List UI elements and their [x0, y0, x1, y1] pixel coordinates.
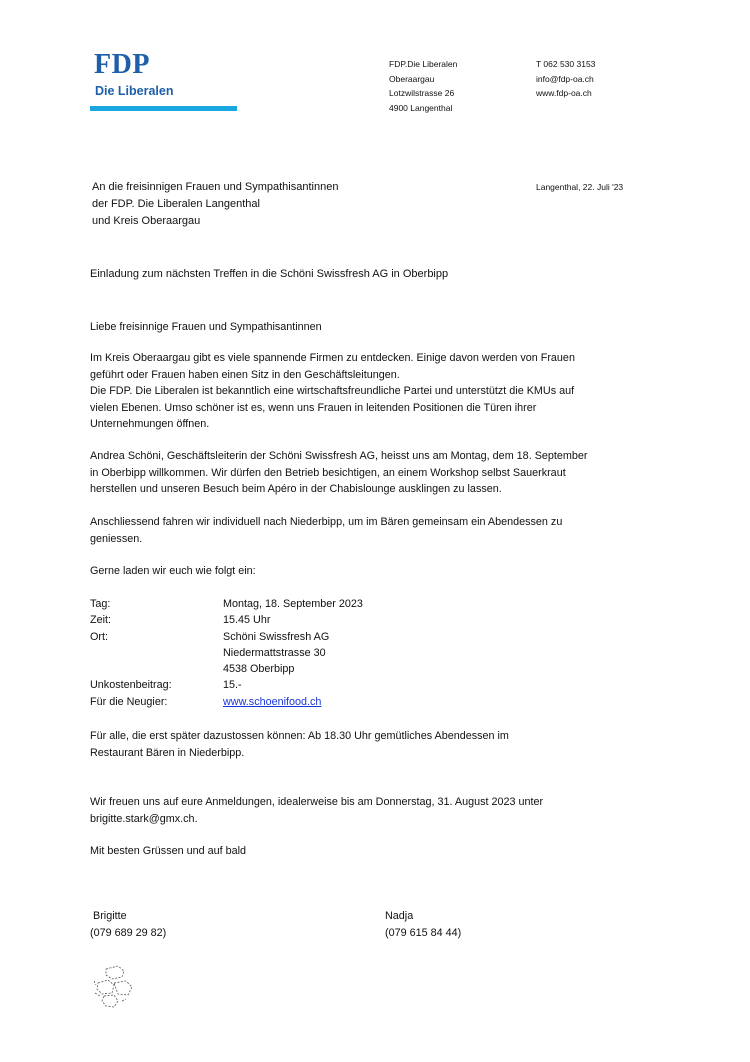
- paragraph-dinner: [90, 514, 678, 547]
- paragraph-intro: [90, 350, 678, 433]
- detail-label: Für die Neugier:: [90, 695, 168, 708]
- detail-value: Montag, 18. September 2023: [223, 598, 363, 610]
- signer-name: Nadja: [385, 910, 414, 922]
- detail-label: Ort:: [90, 630, 108, 643]
- date-line: Langenthal, 22. Juli '23: [536, 182, 624, 192]
- signer-phone: (079 689 29 82): [90, 926, 167, 939]
- paragraph-registration: [90, 794, 678, 827]
- org-line: Oberaargau: [389, 73, 435, 84]
- place-line: Schöni Swissfresh AG: [223, 630, 330, 643]
- signer-name: Brigitte: [93, 910, 127, 922]
- salutation: Liebe freisinnige Frauen und Sympathisantinnen: [90, 321, 322, 333]
- logo-subtitle: Die Liberalen: [95, 84, 174, 98]
- detail-value: 15.45 Uhr: [223, 614, 271, 627]
- paragraph-line: Wir freuen uns auf eure Anmeldungen, idealerweise bis am Donnerstag, 31. August 2023 unter: [90, 796, 544, 808]
- signature-right: [385, 908, 461, 941]
- org-line: FDP.Die Liberalen: [389, 59, 458, 69]
- closing: Mit besten Grüssen und auf bald: [90, 845, 247, 857]
- paragraph-line: Im Kreis Oberaargau gibt es viele spannende Firmen zu entdecken. Einige davon werden von Frauen: [90, 352, 575, 364]
- letter-subject: Einladung zum nächsten Treffen in die Schöni Swissfresh AG in Oberbipp: [90, 268, 449, 280]
- detail-label: Unkostenbeitrag:: [90, 679, 172, 692]
- detail-row-cost: [90, 677, 363, 693]
- paragraph-line: Anschliessend fahren wir individuell nach Niederbipp, um im Bären gemeinsam ein Abendessen zu: [90, 516, 563, 528]
- org-line: Lotzwilstrasse 26: [389, 88, 455, 98]
- detail-row-link: [90, 694, 363, 710]
- schoenifood-link[interactable]: www.schoenifood.ch: [223, 695, 322, 708]
- paragraph-visit: [90, 448, 678, 498]
- contact-website[interactable]: www.fdp-oa.ch: [536, 88, 592, 98]
- address-line: und Kreis Oberaargau: [92, 215, 201, 227]
- detail-value: [223, 694, 321, 710]
- signature-left: [90, 908, 166, 941]
- paragraph-line: Andrea Schöni, Geschäftsleiterin der Schöni Swissfresh AG, heisst uns am Montag, dem 18. September: [90, 450, 588, 462]
- logo-underline-bar: [90, 106, 237, 111]
- paragraph-line: herstellen und unseren Besuch beim Apéro in der Chabislounge ausklingen zu lassen.: [90, 483, 502, 495]
- contact-block: [536, 57, 595, 101]
- contact-email[interactable]: info@fdp-oa.ch: [536, 73, 594, 84]
- paragraph-late-arrivals: [90, 728, 678, 761]
- paragraph-line: brigitte.stark@gmx.ch.: [90, 812, 198, 825]
- address-line: der FDP. Die Liberalen Langenthal: [92, 198, 260, 210]
- detail-row-place: [90, 629, 363, 678]
- paragraph-line: geführt oder Frauen haben einen Sitz in den Geschäftsleitungen.: [90, 368, 400, 381]
- place-line: Niedermattstrasse 30: [223, 646, 326, 659]
- signer-phone: (079 615 84 44): [385, 926, 462, 939]
- paragraph-line: Unternehmungen öffnen.: [90, 418, 210, 430]
- paragraph-line: Restaurant Bären in Niederbipp.: [90, 746, 245, 759]
- detail-row-day: [90, 596, 363, 612]
- paragraph-line: Für alle, die erst später dazustossen können: Ab 18.30 Uhr gemütliches Abendessen im: [90, 730, 509, 742]
- org-line: 4900 Langenthal: [389, 102, 453, 113]
- detail-row-time: [90, 612, 363, 628]
- org-address-block: [389, 57, 457, 115]
- logo-fdp: FDP: [94, 49, 150, 80]
- detail-value: 15.-: [223, 679, 242, 692]
- paragraph-line: in Oberbipp willkommen. Wir dürfen den Betrieb besichtigen, an einem Workshop selbst Sauerkraut: [90, 466, 566, 479]
- event-details: [90, 596, 363, 710]
- paragraph-invite: Gerne laden wir euch wie folgt ein:: [90, 565, 256, 577]
- recipient-address: [92, 179, 338, 230]
- address-line: An die freisinnigen Frauen und Sympathisantinnen: [92, 181, 339, 193]
- paragraph-line: geniessen.: [90, 532, 143, 545]
- detail-value: [223, 629, 329, 678]
- place-line: 4538 Oberbipp: [223, 663, 295, 676]
- sketch-stamp-icon: [92, 963, 136, 1009]
- paragraph-line: Die FDP. Die Liberalen ist bekanntlich eine wirtschaftsfreundliche Partei und unterstützt die KMUs auf: [90, 385, 575, 397]
- detail-label: Tag:: [90, 598, 111, 610]
- contact-phone: T 062 530 3153: [536, 59, 596, 69]
- paragraph-line: vielen Ebenen. Umso schöner ist es, wenn uns Frauen in leitenden Positionen die Türen ihrer: [90, 401, 537, 414]
- detail-label: Zeit:: [90, 614, 111, 627]
